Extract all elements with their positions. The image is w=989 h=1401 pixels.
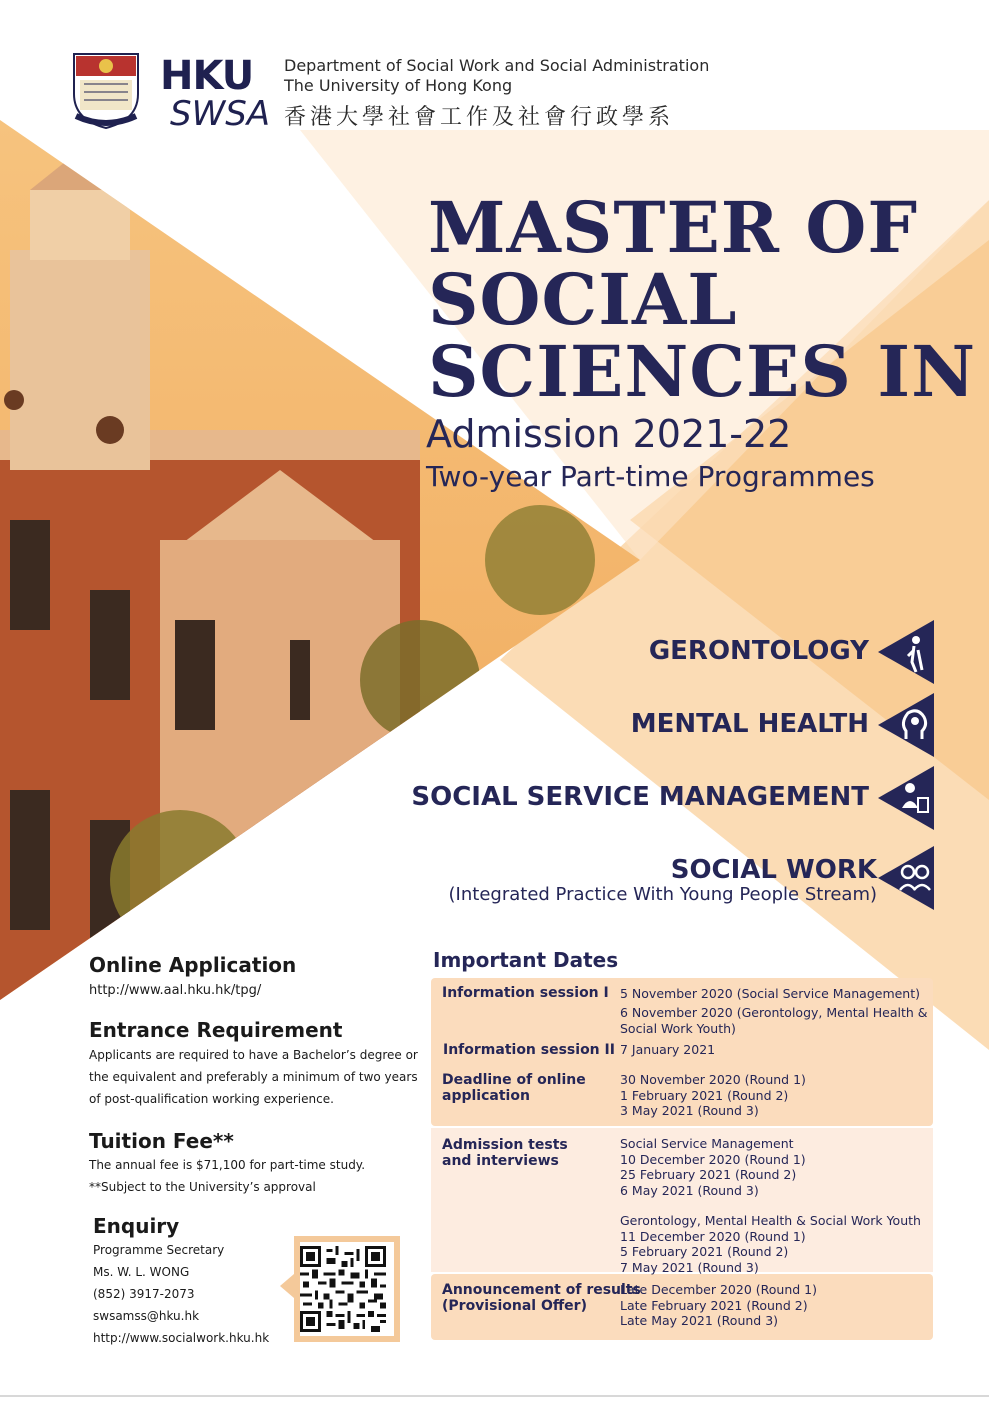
label-line: Admission tests (442, 1137, 568, 1153)
results-label (442, 1282, 641, 1314)
label-line: Deadline of online (442, 1072, 586, 1088)
date-line: 6 May 2021 (Round 3) (620, 1182, 759, 1198)
enquiry-contact-name: Ms. W. L. WONG (93, 1265, 190, 1279)
label-line: and interviews (442, 1153, 559, 1169)
footer-divider (0, 1395, 989, 1397)
tuition-fee-text (89, 1154, 365, 1198)
enquiry-details (93, 1239, 269, 1349)
hku-crest-icon (70, 50, 142, 130)
label-line: application (442, 1088, 530, 1104)
online-application-heading: Online Application (89, 953, 297, 977)
admission-year: Admission 2021-22 (426, 412, 792, 456)
date-line: 3 May 2021 (Round 3) (620, 1103, 759, 1118)
date-line: Late May 2021 (Round 3) (620, 1313, 779, 1328)
online-application-url[interactable]: http://www.aal.hku.hk/tpg/ (89, 983, 262, 998)
youth-icon (878, 846, 934, 910)
date-line: 10 December 2020 (Round 1) (620, 1151, 806, 1167)
elderly-icon (878, 620, 934, 684)
date-line: 6 November 2020 (Gerontology, Mental Health & (620, 1005, 928, 1020)
date-line: Social Work Youth) (620, 1020, 736, 1036)
department-name (284, 56, 709, 96)
date-line: 25 February 2021 (Round 2) (620, 1167, 797, 1182)
department-zh: 香港大學社會工作及社會行政學系 (284, 105, 675, 130)
programme-social-service-management: SOCIAL SERVICE MANAGEMENT (411, 782, 869, 812)
date-line: Late February 2021 (Round 2) (620, 1297, 808, 1313)
enquiry-role: Programme Secretary (93, 1243, 225, 1257)
programme-mental-health: MENTAL HEALTH (630, 709, 869, 739)
info-session-1-label: Information session I (442, 985, 609, 1001)
programme-social-work: SOCIAL WORK (670, 855, 877, 885)
programme-gerontology: GERONTOLOGY (648, 636, 869, 666)
info-session-2-date: 7 January 2021 (620, 1042, 716, 1057)
results-dates (620, 1282, 817, 1329)
qr-code-icon[interactable] (300, 1246, 386, 1332)
programme-social-work-stream: (Integrated Practice With Young People Stream) (448, 884, 877, 905)
enquiry-website[interactable]: http://www.socialwork.hku.hk (93, 1331, 270, 1345)
title-line-1: MASTER OF (428, 186, 919, 269)
important-dates-heading: Important Dates (433, 948, 619, 972)
admission-tests-label (442, 1137, 568, 1169)
university-en: The University of Hong Kong (284, 76, 513, 95)
entrance-requirement-text (89, 1044, 418, 1110)
programme-type: Two-year Part-time Programmes (426, 460, 875, 493)
tuition-line: The annual fee is $71,100 for part-time study. (89, 1158, 366, 1172)
info-session-2-label: Information session II (443, 1042, 615, 1058)
enquiry-heading: Enquiry (93, 1214, 180, 1238)
hku-swsa-logo (160, 53, 278, 136)
entrance-line: Applicants are required to have a Bachelor’s degree or (89, 1048, 418, 1062)
main-title (428, 186, 977, 413)
entrance-line: the equivalent and preferably a minimum of two years (89, 1070, 418, 1084)
department-en: Department of Social Work and Social Administration (284, 56, 710, 75)
date-line: 1 February 2021 (Round 2) (620, 1087, 789, 1103)
info-session-1-date-b (620, 1005, 928, 1036)
date-line: 11 December 2020 (Round 1) (620, 1228, 806, 1244)
enquiry-email[interactable]: swsamss@hku.hk (93, 1309, 200, 1323)
manager-icon (878, 766, 934, 830)
date-line: 30 November 2020 (Round 1) (620, 1072, 806, 1087)
tuition-fee-heading: Tuition Fee** (89, 1129, 234, 1153)
mental-health-icon (878, 693, 934, 757)
deadline-label (442, 1072, 586, 1104)
entrance-requirement-heading: Entrance Requirement (89, 1018, 343, 1042)
deadline-dates (620, 1072, 806, 1119)
entrance-line: of post-qualification working experience. (89, 1092, 334, 1106)
info-session-1-date-a: 5 November 2020 (Social Service Management) (620, 986, 921, 1001)
tuition-note: **Subject to the University’s approval (89, 1180, 316, 1194)
date-group-title: Gerontology, Mental Health & Social Work Youth (620, 1213, 921, 1228)
date-line: 5 February 2021 (Round 2) (620, 1244, 789, 1259)
title-line-2: SOCIAL (428, 258, 738, 341)
date-line: Late December 2020 (Round 1) (620, 1282, 817, 1297)
admission-tests-dates (620, 1136, 921, 1275)
label-line: (Provisional Offer) (442, 1298, 587, 1314)
date-group-title: Social Service Management (620, 1136, 794, 1151)
date-line: 7 May 2021 (Round 3) (620, 1259, 759, 1275)
title-line-3: SCIENCES IN (428, 330, 977, 413)
hku-wordmark: HKU (160, 53, 254, 99)
spacer (620, 1198, 921, 1213)
enquiry-phone[interactable]: (852) 3917-2073 (93, 1287, 195, 1301)
label-line: Announcement of results (442, 1282, 641, 1298)
swsa-wordmark: SWSA (170, 94, 271, 134)
